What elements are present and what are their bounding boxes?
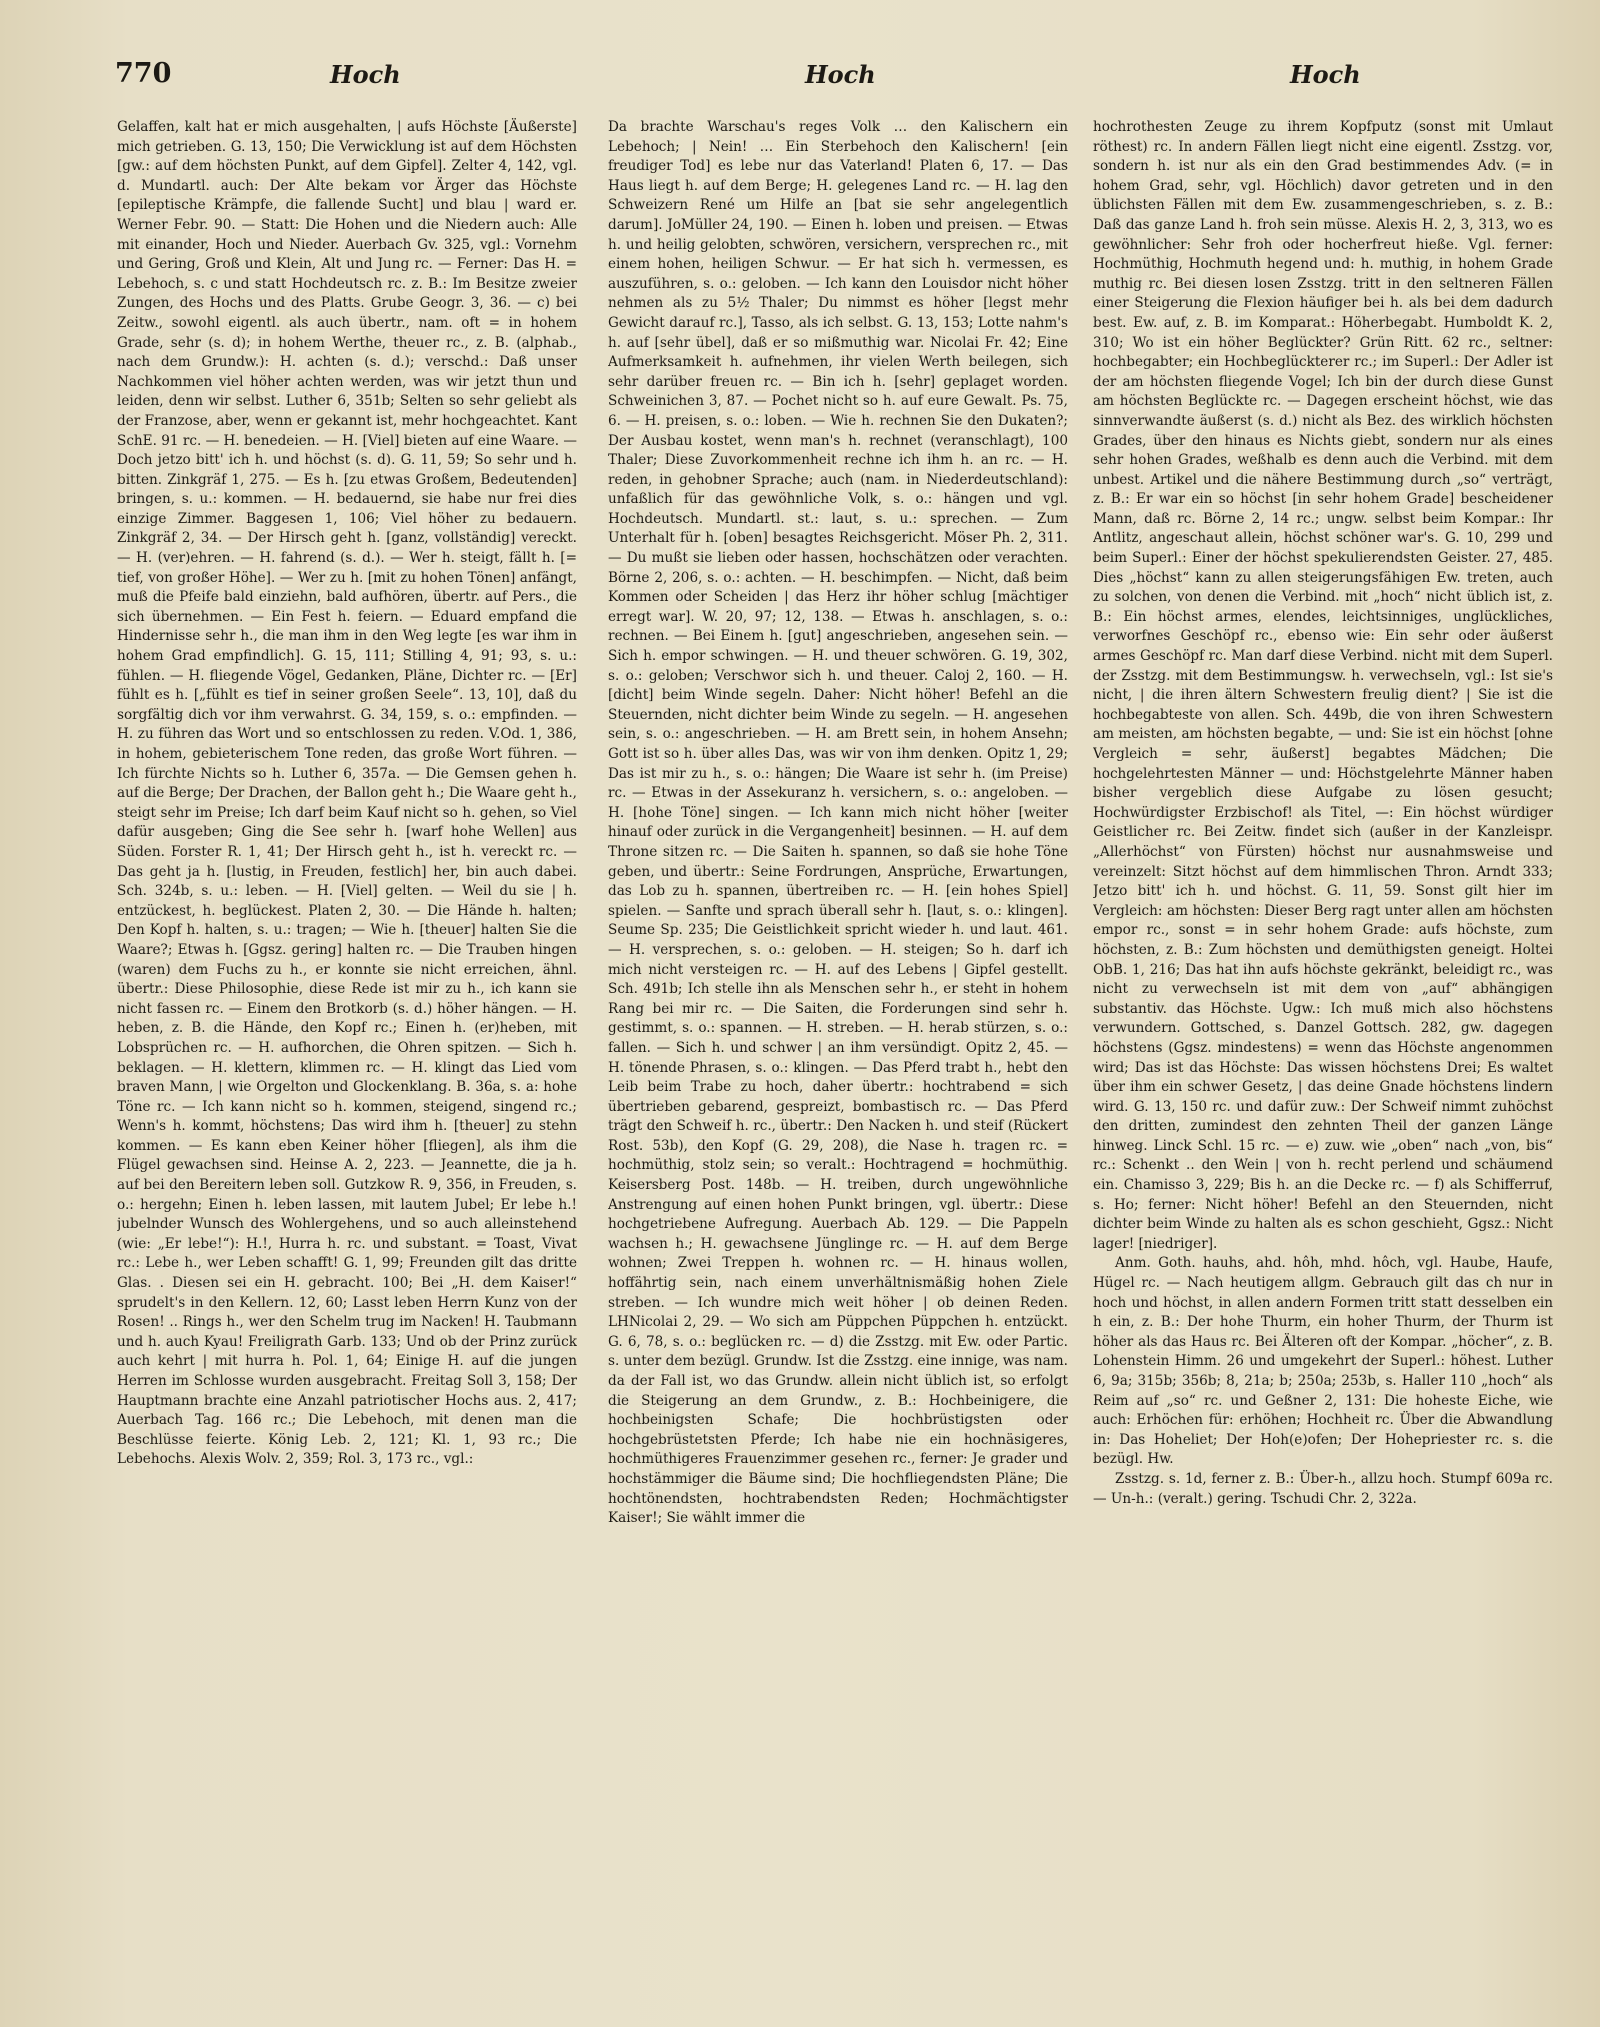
column-paragraph: Gelaffen, kalt hat er mich ausgehalten, | aufs Höchste [Äußerste] mich getrieben. G. 13, 150; Die Verwicklung ist auf dem Höchsten [gw.: auf dem höchsten Punkt, auf dem Gipfel]. Zelter 4, 142, vgl. d. Mundartl. auch: Der Alte bekam vor Ärger das Höchste [epileptische Krämpfe, die fallende Sucht] und blau | ward er. Werner Febr. 90. — Statt: Die Hohen und die Niedern auch: Alle mit einander, Hoch und Nieder. Auerbach Gv. 325, vgl.: Vornehm und Gering, Groß und Klein, Alt und Jung rc. — Ferner: Das H. = Lebehoch, s. c und statt Hochdeutsch rc. z. B.: Im Besitze zweier Zungen, des Hochs und des Platts. Grube Geogr. 3, 36. — c) bei Zeitw., sowohl eigentl. als auch übertr., nam. oft = in hohem Grade, sehr (s. d); in hohem Werthe, theuer rc., z. B. (alphab., nach dem Grundw.): H. achten (s. d.); verschd.: Daß unser Nachkommen viel höher achten werden, was wir jetzt thun und leiden, denn wir selbst. Luther 6, 351b; Selten so sehr geliebt als der Franzose, aber, wenn er gekannt ist, mehr hochgeachtet. Kant SchE. 91 rc. — H. benedeien. — H. [Viel] bieten auf eine Waare. — Doch jetzo bitt' ich h. und höchst (s. d). G. 11, 59; So sehr und h. bitten. Zinkgräf 1, 275. — Es h. [zu etwas Großem, Bedeutenden] bringen, s. u.: kommen. — H. bedauernd, sie habe nur frei dies einzige Zimmer. Baggesen 1, 106; Viel höher zu bedauern. Zinkgräf 2, 34. — Der Hirsch geht h. [ganz, vollständig] vereckt. — H. (ver)ehren. — H. fahrend (s. d.). — Wer h. steigt, fällt h. [= tief, von großer Höhe]. — Wer zu h. [mit zu hohen Tönen] anfängt, muß die Pfeife bald einziehn, bald aufhören, übertr. auf Pers., die sich übernehmen. — Ein Fest h. feiern. — Eduard empfand die Hindernisse sehr h., die man ihm in den Weg legte [es war ihm in hohem Grad empfindlich]. G. 15, 111; Stilling 4, 91; 93, s. u.: fühlen. — H. fliegende Vögel, Gedanken, Pläne, Dichter rc. — [Er] fühlt es h. [„fühlt es tief in seiner großen Seele“. 13, 10], daß du sorgfältig dich vor ihm verwahrst. G. 34, 159, s. o.: empfinden. — H. zu führen das Wort und so entschlossen zu reden. V.Od. 1, 386, in hohem, gebieterischem Tone reden, das große Wort führen. — Ich fürchte Nichts so h. Luther 6, 357a. — Die Gemsen gehen h. auf die Berge; Der Drachen, der Ballon geht h.; Die Waare geht h., steigt sehr im Preise; Ich darf beim Kauf nicht so h. gehen, so Viel dafür ausgeben; Ging die See sehr h. [warf hohe Wellen] aus Süden. Forster R. 1, 41; Der Hirsch geht h., ist h. vereckt rc. — Das geht ja h. [lustig, in Freuden, festlich] her, bin auch dabei. Sch. 324b, s. u.: leben. — H. [Viel] gelten. — Weil du sie | h. entzückest, h. beglückest. Platen 2, 30. — Die Hände h. halten; Den Kopf h. halten, s. u.: tragen; — Wie h. [theuer] halten Sie die Waare?; Etwas h. [Ggsz. gering] halten rc. — Die Trauben hingen (waren) dem Fuchs zu h., er konnte sie nicht erreichen, ähnl. übertr.: Diese Philosophie, diese Rede ist mir zu h., ich kann sie nicht fassen rc. — Einem den Brotkorb (s. d.) höher hängen. — H. heben, z. B. die Hände, den Kopf rc.; Einen h. (er)heben, mit Lobsprüchen rc. — H. aufhorchen, die Ohren spitzen. — Sich h. beklagen. — H. klettern, klimmen rc. — H. klingt das Lied vom braven Mann, | wie Orgelton und Glockenklang. B. 36a, s. a: hohe Töne rc. — Ich kann nicht so h. kommen, steigend, singend rc.; Wenn's h. kommt, höchstens; Das wird ihm h. [theuer] zu stehn kommen. — Es kann eben Keiner höher [fliegen], als ihm die Flügel gewachsen sind. Heinse A. 2, 223. — Jeannette, die ja h. auf bei den Bereitern leben soll. Gutzkow R. 9, 356, in Freuden, s. o.: hergehn; Einen h. leben lassen, mit lautem Jubel; Er lebe h.! jubelnder Wunsch des Wohlergehens, und so auch alleinstehend (wie: „Er lebe!“): H.!, Hurra h. rc. und substant. = Toast, Vivat rc.: Lebe h., wer Leben schafft! G. 1, 99; Freunden gilt das dritte Glas. . Diesen sei ein H. gebracht. 100; Bei „H. dem Kaiser!“ sprudelt's in den Kellern. 12, 60; Lasst leben Herrn Kunz von der Rosen! .. Rings h., wer den Schelm trug im Nacken! H. Taubmann und h. auch Kyau! Freiligrath Garb. 133; Und ob der Prinz zurück auch kehrt | mit hurra h. Pol. 1, 64; Einige H. auf die jungen Herren im Schlosse wurden ausgebracht. Freitag Soll 3, 158; Der Hauptmann brachte eine Anzahl patriotischer Hochs aus. 2, 417; Auerbach Tag. 166 rc.; Die Lebehoch, mit denen man die Beschlüsse feierte. König Leb. 2, 121; Kl. 1, 93 rc.; Die Lebehochs. Alexis Wolv. 2, 359; Rol. 3, 173 rc., vgl.: bbox=[117, 119, 577, 1468]
running-headword-left: Hoch bbox=[330, 60, 401, 89]
running-headword-right: Hoch bbox=[1290, 60, 1361, 89]
text-column-middle bbox=[608, 118, 1068, 1998]
running-headword-center: Hoch bbox=[805, 60, 876, 89]
page-number: 770 bbox=[115, 58, 172, 89]
column-paragraph: Da brachte Warschau's reges Volk … den Kalischern ein Lebehoch; | Nein! … Ein Sterbehoch den Kalischern! [ein freudiger Tod] es lebe nur das Vaterland! Platen 6, 17. — Das Haus liegt h. auf dem Berge; H. gelegenes Land rc. — H. lag den Schweizern René um Hilfe an [bat sie sehr angelegentlich darum]. JoMüller 24, 190. — Einen h. loben und preisen. — Etwas h. und heilig gelobten, schwören, versichern, versprechen rc., mit einem hohen, heiligen Schwur. — Er hat sich h. vermessen, es auszuführen, s. o.: geloben. — Ich kann den Louisdor nicht höher nehmen als zu 5½ Thaler; Du nimmst es höher [legst mehr Gewicht darauf rc.], Tasso, als ich selbst. G. 13, 153; Lotte nahm's h. auf [sehr übel], daß er so mißmuthig war. Nicolai Fr. 42; Eine Aufmerksamkeit h. aufnehmen, ihr vielen Werth beilegen, sich sehr darüber freuen rc. — Bin ich h. [sehr] geplaget worden. Schweinichen 3, 87. — Pochet nicht so h. auf eure Gewalt. Ps. 75, 6. — H. preisen, s. o.: loben. — Wie h. rechnen Sie den Dukaten?; Der Ausbau kostet, wenn man's h. rechnet (veranschlagt), 100 Thaler; Diese Zuvorkommenheit rechne ich ihm h. an rc. — H. reden, in gehobner Sprache; auch (nam. in Niederdeutschland): unfaßlich für das gewöhnliche Volk, s. o.: hängen und vgl. Hochdeutsch. Mundartl. st.: laut, s. u.: sprechen. — Zum Unterhalt für h. [oben] besagtes Reichsgericht. Möser Ph. 2, 311. — Du mußt sie lieben oder hassen, hochschätzen oder verachten. Börne 2, 206, s. o.: achten. — H. beschimpfen. — Nicht, daß beim Kommen oder Scheiden | das Herz ihr höher schlug [mächtiger erregt war]. W. 20, 97; 12, 138. — Etwas h. anschlagen, s. o.: rechnen. — Bei Einem h. [gut] angeschrieben, angesehen sein. — Sich h. empor schwingen. — H. und theuer schwören. G. 19, 302, s. o.: geloben; Verschwor sich h. und theuer. Caloj 2, 160. — H. [dicht] beim Winde segeln. Daher: Nicht höher! Befehl an die Steuernden, nicht dichter beim Winde zu segeln. — H. angesehen sein, s. o.: angeschrieben. — H. am Brett sein, in hohem Ansehn; Gott ist so h. über alles Das, was wir von ihm denken. Opitz 1, 29; Das ist mir zu h., s. o.: hängen; Die Waare ist sehr h. (im Preise) rc. — Etwas in der Assekuranz h. versichern, s. o.: angeloben. — H. [hohe Töne] singen. — Ich kann mich nicht höher [weiter hinauf oder zurück in die Vergangenheit] besinnen. — H. auf dem Throne sitzen rc. — Die Saiten h. spannen, so daß sie hohe Töne geben, und übertr.: Seine Fordrungen, Ansprüche, Erwartungen, das Lob zu h. spannen, übertreiben rc. — H. [ein hohes Spiel] spielen. — Sanfte und sprach überall sehr h. [laut, s. o.: klingen]. Seume Sp. 235; Die Geistlichkeit spricht wieder h. und laut. 461. — H. versprechen, s. o.: geloben. — H. steigen; So h. darf ich mich nicht versteigen rc. — H. auf des Lebens | Gipfel gestellt. Sch. 491b; Ich stelle ihn als Menschen sehr h., er steht in hohem Rang bei mir rc. — Die Saiten, die Forderungen sind sehr h. gestimmt, s. o.: spannen. — H. streben. — H. herab stürzen, s. o.: fallen. — Sich h. und schwer | an ihm versündigt. Opitz 2, 45. — H. tönende Phrasen, s. o.: klingen. — Das Pferd trabt h., hebt den Leib beim Trabe zu hoch, daher übertr.: hochtrabend = sich übertrieben gebarend, gespreizt, bombastisch rc. — Das Pferd trägt den Schweif h. rc., übertr.: Den Nacken h. und steif (Rückert Rost. 53b), den Kopf (G. 29, 208), die Nase h. tragen rc. = hochmüthig, stolz sein; so veralt.: Hochtragend = hochmüthig. Keisersberg Post. 148b. — H. treiben, durch ungewöhnliche Anstrengung auf einen hohen Punkt bringen, vgl. übertr.: Diese hochgetriebene Aufregung. Auerbach Ab. 129. — Die Pappeln wachsen h.; H. gewachsene Jünglinge rc. — H. auf dem Berge wohnen; Zwei Treppen h. wohnen rc. — H. hinaus wollen, hoffährtig sein, nach einem unverhältnismäßig hohen Ziele streben. — Ich wundre mich weit höher | ob deinen Reden. LHNicolai 2, 29. — Wo sich am Püppchen Püppchen h. entzückt. G. 6, 78, s. o.: beglücken rc. — d) die Zsstzg. mit Ew. oder Partic. s. unter dem bezügl. Grundw. Ist die Zsstzg. eine innige, was nam. da der Fall ist, wo das Grundw. allein nicht üblich ist, so erfolgt die Steigerung an dem Grundw., z. B.: Hochbeinigere, die hochbeinigsten Schafe; Die hochbrüstigsten oder hochgebrüstetsten Pferde; Ich habe nie ein hochnäsigeres, hochmüthigeres Frauenzimmer gesehen rc., ferner: Je grader und hochstämmiger die Bäume sind; Die hochfliegendsten Pläne; Die hochtönendsten, hochtrabendsten Reden; Hochmächtigster Kaiser!; Sie wählt immer die bbox=[608, 119, 1068, 1527]
page-header bbox=[115, 50, 1545, 110]
etymology-note: Anm. Goth. hauhs, ahd. hôh, mhd. hôch, vgl. Haube, Haufe, Hügel rc. — Nach heutigem allgm. Gebrauch gilt das ch nur in hoch und höchst, in allen andern Formen tritt statt desselben ein h ein, z. B.: Der hohe Thurm, ein hoher Thurm, der Thurm ist höher als das Haus rc. Bei Älteren oft der Kompar. „höcher“, z. B. Lohenstein Himm. 26 und umgekehrt der Superl.: höhest. Luther 6, 9a; 315b; 356b; 8, 21a; b; 250a; 253b, s. Haller 110 „hoch“ als Reim auf „so“ rc. und Geßner 2, 131: Die hoheste Eiche, wie auch: Erhöchen für: erhöhen; Hochheit rc. Über die Abwandlung in: Das Hoheliet; Der Hoh(e)ofen; Der Hohepriester rc. s. die bezügl. Hw. bbox=[1093, 1255, 1553, 1468]
text-column-left bbox=[117, 118, 577, 1998]
text-column-right bbox=[1093, 118, 1553, 1998]
column-paragraph: hochrothesten Zeuge zu ihrem Kopfputz (sonst mit Umlaut röthest) rc. In andern Fällen liegt nicht eine eigentl. Zsstzg. vor, sondern h. ist nur als ein den Grad bestimmendes Adv. (= in hohem Grad, sehr, vgl. Höchlich) davor getreten und in den üblichsten Fällen mit dem Ew. zusammengeschrieben, s. z. B.: Daß das ganze Land h. froh sein müsse. Alexis H. 2, 3, 313, wo es gewöhnlicher: Sehr froh oder hocherfreut hieße. Vgl. ferner: Hochmüthig, Hochmuth hegend und: h. muthig, in hohem Grade muthig rc. Bei diesen losen Zsstzg. tritt in den seltneren Fällen einer Steigerung die Flexion häufiger bei h. als bei dem dadurch best. Ew. auf, z. B. im Komparat.: Höherbegabt. Humboldt K. 2, 310; Wo ist ein höher Beglückter? Grün Ritt. 62 rc., seltner: hochbegabter; ein Hochbeglückterer rc.; im Superl.: Der Adler ist der am höchsten fliegende Vogel; Ich bin der durch diese Gunst am höchsten Beglückte rc. — Dagegen erscheint höchst, wie das sinnverwandte äußerst (s. d.) nicht als Bez. des wirklich höchsten Grades, über den hinaus es Nichts giebt, sondern nur als eines sehr hohen Grades, weßhalb es denn auch die Verbind. mit dem unbest. Artikel und die nähere Bestimmung durch „so“ verträgt, z. B.: Er war ein so höchst [in sehr hohem Grade] bescheidener Mann, daß rc. Börne 2, 14 rc.; ungw. selbst beim Kompar.: Ihr Antlitz, angeschaut allein, höchst schöner war's. G. 10, 299 und beim Superl.: Einer der höchst spekulierendsten Geister. 27, 485. Dies „höchst“ kann zu allen steigerungsfähigen Ew. treten, auch zu solchen, von denen die Verbind. mit „hoch“ nicht üblich ist, z. B.: Ein höchst armes, elendes, leichtsinniges, unglückliches, verworfnes Geschöpf rc., ebenso wie: Ein sehr oder äußerst armes Geschöpf rc. Man darf diese Verbind. nicht mit dem Superl. der Zsstzg. mit dem Bestimmungsw. h. verwechseln, vgl.: Ist sie's nicht, | die ihren ältern Schwestern freulig dient? | Sie ist die hochbegabteste von allen. Sch. 449b, die von ihren Schwestern am meisten, am höchsten begabte, — und: Sie ist ein höchst [ohne Vergleich = sehr, äußerst] begabtes Mädchen; Die hochgelehrtesten Männer — und: Höchstgelehrte Männer haben bisher vergeblich diese Aufgabe zu lösen gesucht; Hochwürdigster Erzbischof! als Titel, —: Ein höchst würdiger Geistlicher rc. Bei Zeitw. findet sich (außer in der Kanzleispr. „Allerhöchst“ von Fürsten) höchst nur ausnahmsweise und vereinzelt: Sitzt höchst auf dem himmlischen Thron. Arndt 333; Jetzo bitt' ich h. und höchst. G. 11, 59. Sonst gilt hier im Vergleich: am höchsten: Dieser Berg ragt unter allen am höchsten empor rc., sonst = in sehr hohem Grade: aufs höchste, zum höchsten, z. B.: Zum höchsten und demüthigsten geneigt. Holtei ObB. 1, 216; Das hat ihn aufs höchste gekränkt, beleidigt rc., was nicht zu verwechseln ist mit dem von „auf“ abhängigen substantiv. das Höchste. Ugw.: Ich muß mich also höchstens verwundern. Gottsched, s. Danzel Gottsch. 282, gw. dagegen höchstens (Ggsz. mindestens) = wenn das Höchste angenommen wird; Das ist das Höchste: Das wissen höchstens Drei; Es waltet über ihm ein schwer Gesetz, | das deine Gnade höchstens lindern wird. G. 13, 150 rc. und dafür zuw.: Der Schweif nimmt zuhöchst den dritten, zumindest den zehnten Theil der ganzen Länge hinweg. Linck Schl. 15 rc. — e) zuw. wie „oben“ nach „von, bis“ rc.: Schenkt .. den Wein | von h. recht perlend und schäumend ein. Chamisso 3, 229; Bis h. an die Decke rc. — f) als Schifferruf, s. Ho; ferner: Nicht höher! Befehl an den Steuernden, nicht dichter beim Winde zu halten als es schon geschieht, Ggsz.: Nicht lager! [niedriger]. bbox=[1093, 119, 1553, 1252]
compounds-note: Zsstzg. s. 1d, ferner z. B.: Über-h., allzu hoch. Stumpf 609a rc. — Un-h.: (veralt.) gering. Tschudi Chr. 2, 322a. bbox=[1093, 1470, 1553, 1507]
